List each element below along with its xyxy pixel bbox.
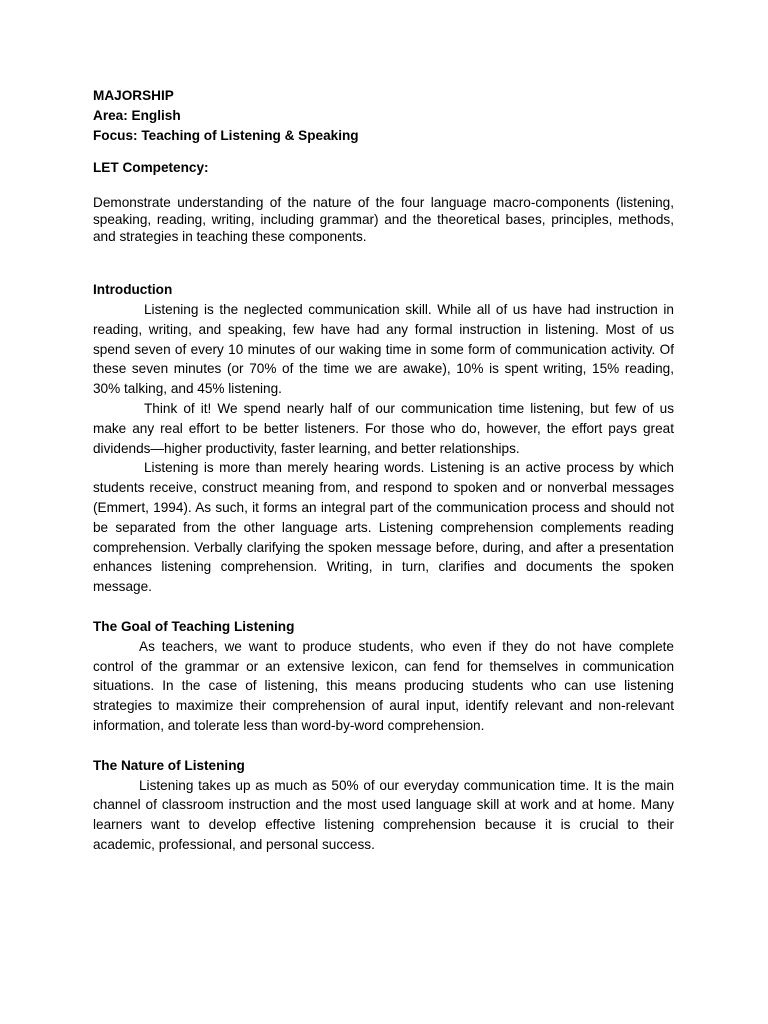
document-page bbox=[93, 86, 674, 855]
competency-title: LET Competency: bbox=[93, 160, 209, 176]
introduction-paragraph-3: Listening is more than merely hearing words. Listening is an active process by which students receive, construct meaning from, and respond to spoken and or nonverbal messages (Emmert, 1994). As such, it forms an integral part of the communication process and should not be separated from the other language arts. Listening comprehension complements reading comprehension. Verbally clarifying the spoken message before, during, and after a presentation enhances listening comprehension. Writing, in turn, clarifies and documents the spoken message. bbox=[93, 460, 674, 595]
focus-heading: Focus: Teaching of Listening & Speaking bbox=[93, 127, 359, 143]
introduction-paragraph-1: Listening is the neglected communication skill. While all of us have had instruction in reading, writing, and speaking, few have had any formal instruction in listening. Most of us spend seven of every 10 minutes of our waking time in some form of communication activity. Of these seven minutes (or 70% of the time we are awake), 10% is spent writing, 15% reading, 30% talking, and 45% listening. bbox=[93, 301, 674, 397]
goal-paragraph: As teachers, we want to produce students, who even if they do not have complete control of the grammar or an extensive lexicon, can fend for themselves in communication situations. In the case of listening, this means producing students who can use listening strategies to maximize their comprehension of aural input, identify relevant and non-relevant information, and tolerate less than word-by-word comprehension. bbox=[93, 638, 674, 733]
majorship-heading: MAJORSHIP bbox=[93, 88, 174, 103]
introduction-paragraph-2: Think of it! We spend nearly half of our communication time listening, but few of us make any real effort to be better listeners. For those who do, however, the effort pays great dividends—higher productivity, faster learning, and better relationships. bbox=[93, 400, 674, 456]
introduction-title: Introduction bbox=[93, 282, 173, 298]
competency-text: Demonstrate understanding of the nature of the four language macro-components (listening, speaking, reading, writing, including grammar) and the theoretical bases, principles, methods, and strategies in teaching these components. bbox=[93, 195, 674, 245]
nature-paragraph: Listening takes up as much as 50% of our everyday communication time. It is the main channel of classroom instruction and the most used language skill at work and at home. Many learners want to develop effective listening comprehension because it is crucial to their academic, professional, and personal success. bbox=[93, 777, 674, 852]
area-heading: Area: English bbox=[93, 107, 181, 123]
goal-title: The Goal of Teaching Listening bbox=[93, 618, 295, 634]
nature-title: The Nature of Listening bbox=[93, 757, 245, 773]
